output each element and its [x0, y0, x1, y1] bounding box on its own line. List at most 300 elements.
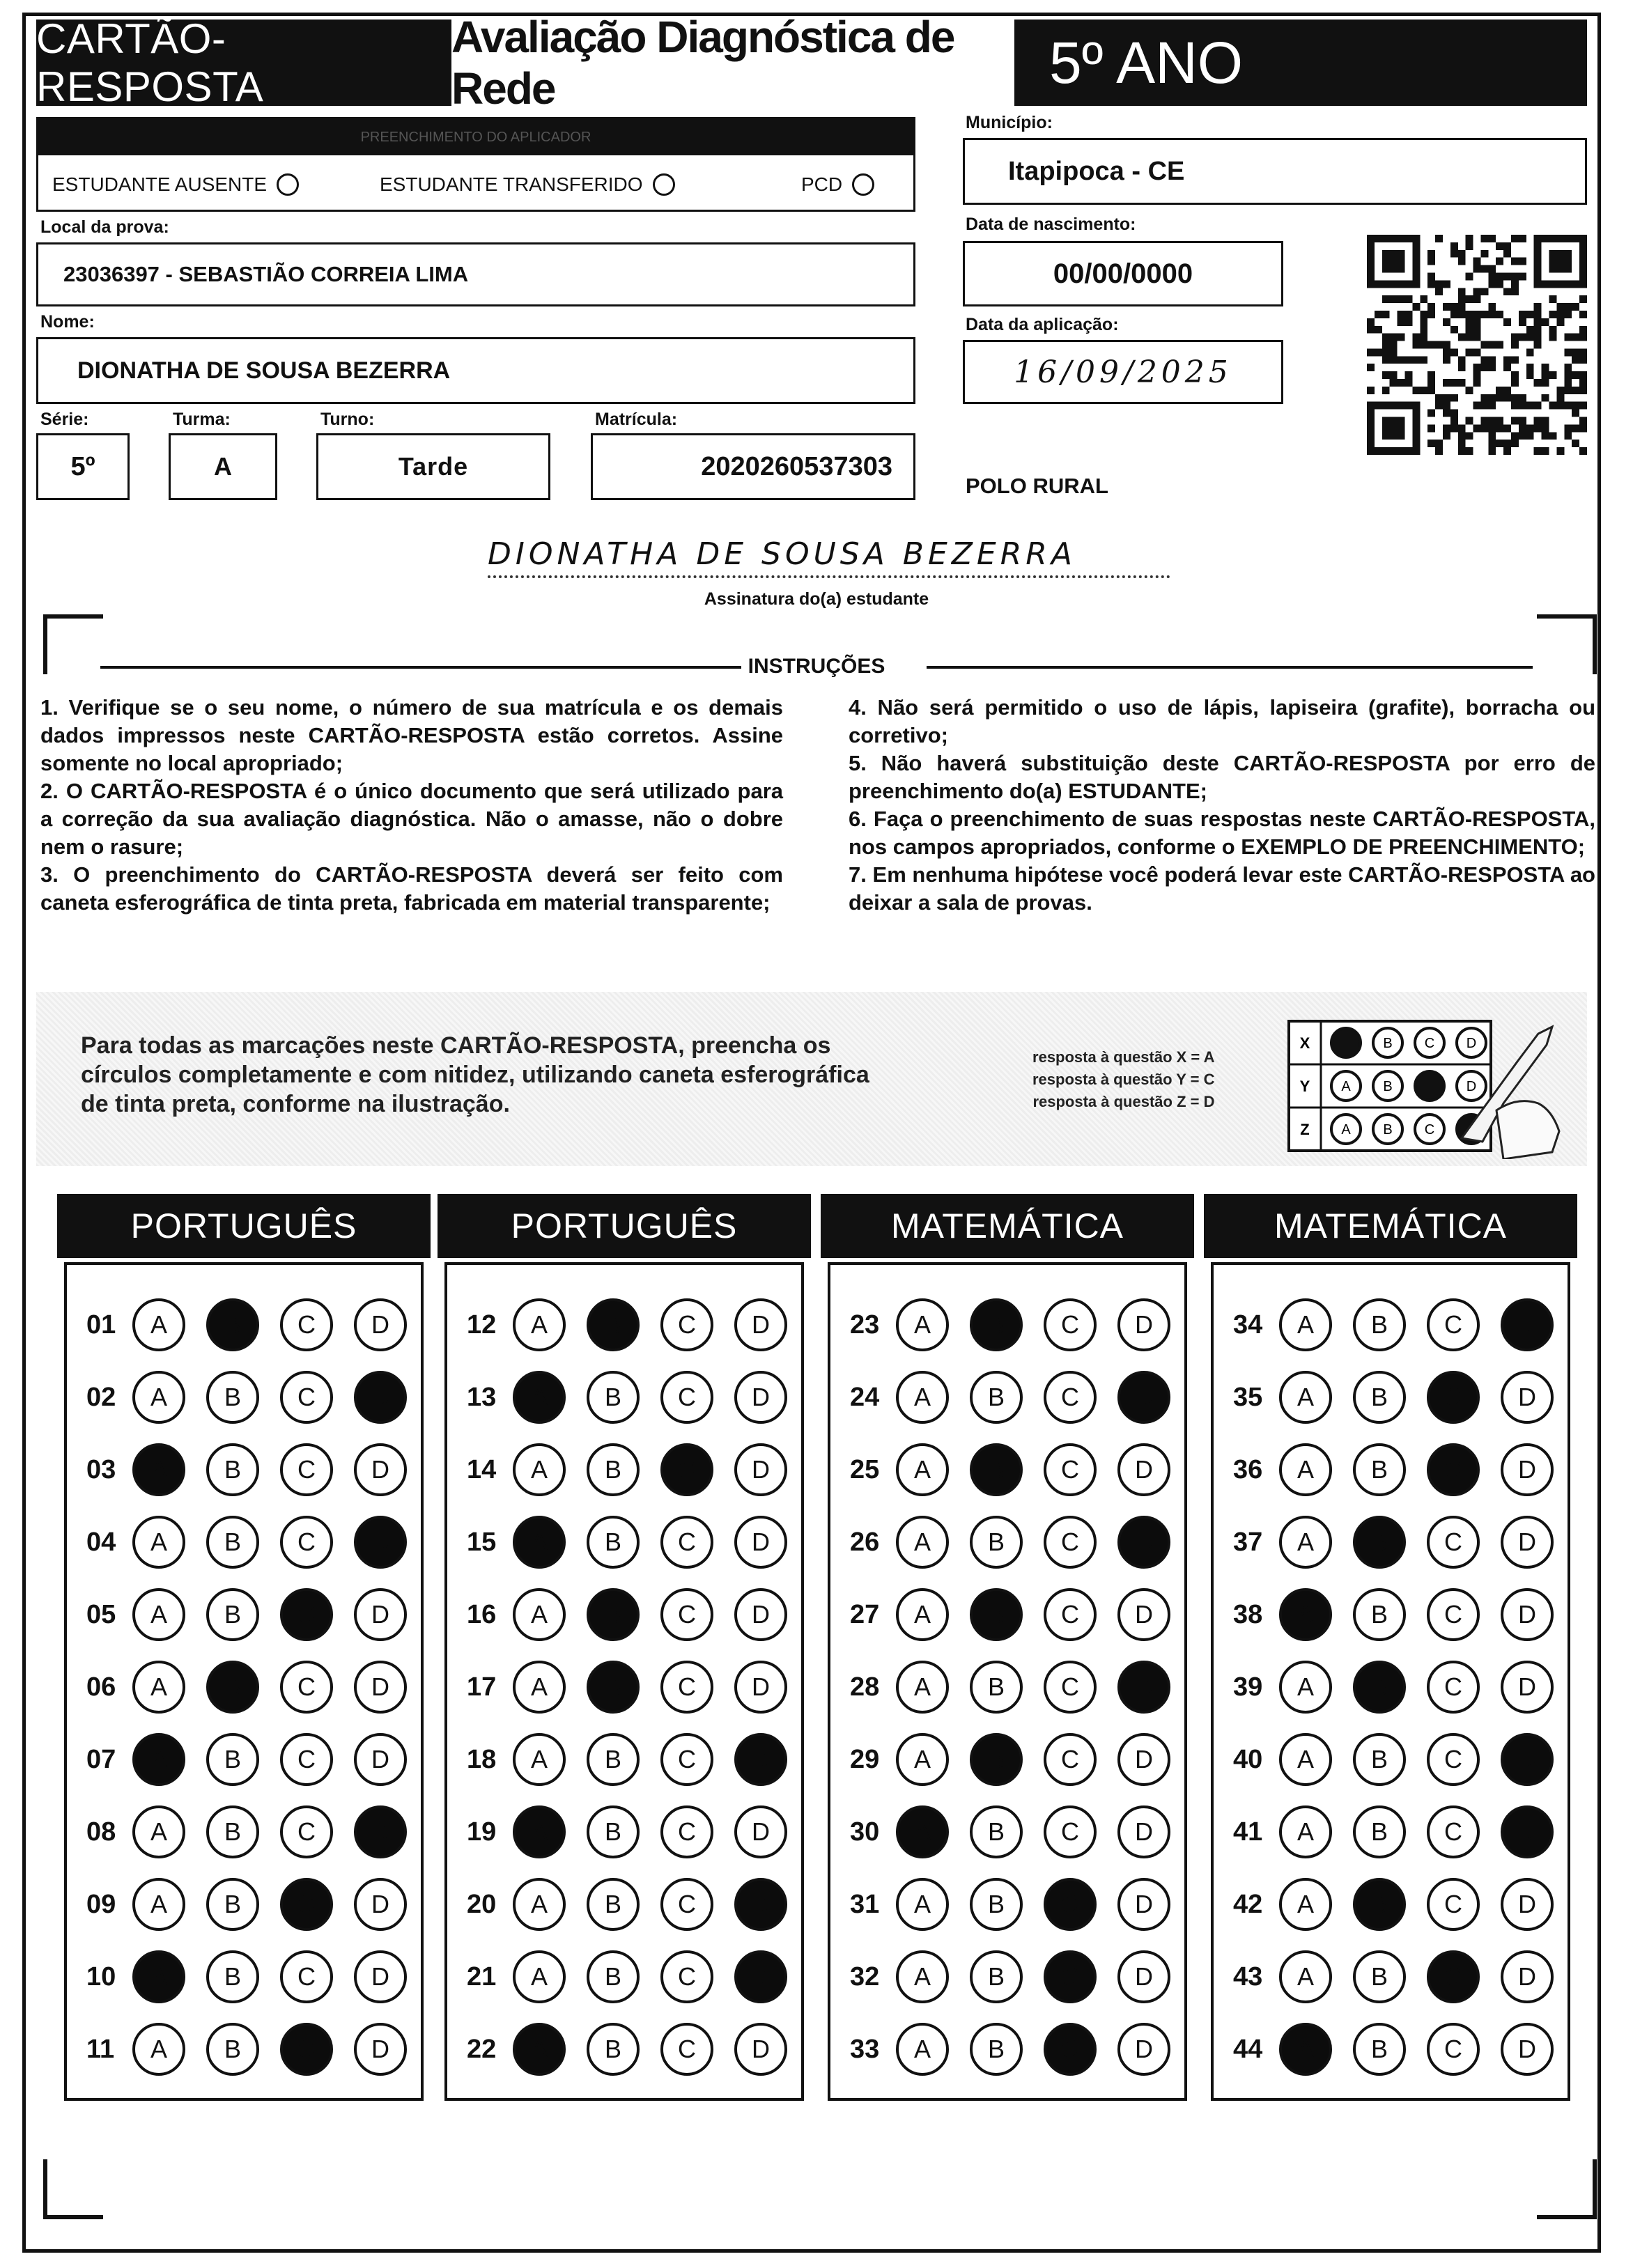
answer-bubble-a[interactable]: A	[1279, 2023, 1332, 2076]
legend-z: resposta à questão Z = D	[1032, 1093, 1215, 1110]
answer-bubble-a[interactable]: A	[1279, 1661, 1332, 1714]
answer-bubble-d[interactable]: D	[734, 1298, 787, 1351]
question-row	[1214, 1438, 1554, 1502]
answer-bubble-b[interactable]: B	[206, 1733, 259, 1786]
answer-bubble-d[interactable]: D	[1501, 1516, 1554, 1569]
answer-bubble-c[interactable]: C	[1044, 1805, 1097, 1858]
grade-title: 5º ANO	[1014, 20, 1587, 106]
example-bubble-letter: D	[1466, 1036, 1477, 1051]
subject-header: PORTUGUÊS	[438, 1194, 811, 1258]
answer-bubble-d[interactable]: D	[734, 1950, 787, 2003]
answer-bubble-b[interactable]: B	[206, 1588, 259, 1641]
question-row	[1214, 1510, 1554, 1574]
answer-bubble-a[interactable]: A	[896, 1516, 949, 1569]
answer-bubble-b[interactable]: B	[970, 1805, 1023, 1858]
municipio-label: Município:	[966, 113, 1053, 132]
answer-bubble-b[interactable]: B	[1353, 1588, 1406, 1641]
instruction-6: 6. Faça o preenchimento de suas respostas neste CARTÃO-RESPOSTA, nos campos apropriados, conforme o EXEMPLO DE PREENCHIMENTO;	[849, 807, 1595, 859]
answer-bubble-b[interactable]: B	[206, 1371, 259, 1424]
question-row	[67, 1800, 407, 1864]
exam-title: Avaliação Diagnóstica de Rede	[451, 20, 1014, 106]
question-number: 02	[86, 1382, 116, 1412]
answer-bubble-a[interactable]: A	[1279, 1588, 1332, 1641]
answer-bubble-d[interactable]: D	[1501, 1371, 1554, 1424]
absent-label: ESTUDANTE AUSENTE	[52, 173, 268, 195]
example-row-label: Z	[1300, 1121, 1310, 1138]
answer-bubble-a[interactable]: A	[1279, 1878, 1332, 1931]
question-number: 19	[467, 1817, 497, 1847]
answer-bubble-c[interactable]: C	[1044, 1661, 1097, 1714]
answer-bubble-d[interactable]: D	[354, 1443, 407, 1496]
question-row	[67, 1293, 407, 1357]
answer-bubble-c[interactable]: C	[1427, 1298, 1480, 1351]
example-bubble-letter: A	[1341, 1079, 1351, 1094]
example-bubble	[1331, 1028, 1361, 1057]
answer-bubble-d[interactable]: D	[354, 1805, 407, 1858]
answer-bubble-d[interactable]: D	[1501, 1733, 1554, 1786]
answer-bubble-b[interactable]: B	[206, 1516, 259, 1569]
instructions-left	[40, 694, 783, 917]
answer-bubble-c[interactable]: C	[660, 1878, 713, 1931]
answer-bubble-a[interactable]: A	[896, 1878, 949, 1931]
question-number: 22	[467, 2034, 497, 2064]
question-number: 03	[86, 1454, 116, 1484]
question-row	[67, 1655, 407, 1719]
pcd-option[interactable]	[801, 173, 874, 196]
question-number: 18	[467, 1744, 497, 1774]
hand-icon	[1496, 1101, 1559, 1159]
question-row	[447, 1945, 787, 2009]
answer-bubble-a[interactable]: A	[513, 1878, 566, 1931]
local-label: Local da prova:	[40, 217, 169, 237]
answer-bubble-b[interactable]: B	[970, 1950, 1023, 2003]
answer-bubble-b[interactable]: B	[587, 1371, 640, 1424]
question-number: 01	[86, 1310, 116, 1339]
answer-bubble-d[interactable]: D	[1117, 1950, 1170, 2003]
answer-bubble-d[interactable]: D	[354, 1878, 407, 1931]
answer-bubble-b[interactable]: B	[1353, 1661, 1406, 1714]
aplicacao-label: Data da aplicação:	[966, 315, 1119, 334]
answer-bubble-c[interactable]: C	[1427, 1588, 1480, 1641]
answer-column	[1211, 1262, 1570, 2101]
answer-bubble-c[interactable]: C	[280, 1661, 333, 1714]
answer-bubble-c[interactable]: C	[1044, 1733, 1097, 1786]
question-row	[830, 1655, 1170, 1719]
answer-bubble-b[interactable]: B	[970, 1661, 1023, 1714]
instructions-title: INSTRUÇÕES	[748, 655, 885, 678]
question-number: 30	[850, 1817, 880, 1847]
answer-bubble-d[interactable]: D	[734, 1516, 787, 1569]
subject-header: MATEMÁTICA	[1204, 1194, 1577, 1258]
answer-bubble-a[interactable]: A	[132, 1298, 185, 1351]
answer-bubble-d[interactable]: D	[1501, 2023, 1554, 2076]
answer-bubble-d[interactable]: D	[1117, 1516, 1170, 1569]
question-number: 09	[86, 1889, 116, 1919]
answer-bubble-c[interactable]: C	[660, 1588, 713, 1641]
question-number: 28	[850, 1672, 880, 1702]
answer-bubble-a[interactable]: A	[132, 1516, 185, 1569]
question-row	[447, 1438, 787, 1502]
answer-bubble-c[interactable]: C	[1427, 1950, 1480, 2003]
answer-bubble-b[interactable]: B	[970, 1371, 1023, 1424]
answer-bubble-c[interactable]: C	[280, 1950, 333, 2003]
question-number: 43	[1233, 1962, 1263, 1991]
answer-bubble-b[interactable]: B	[587, 1298, 640, 1351]
answer-bubble-a[interactable]: A	[1279, 1516, 1332, 1569]
answer-bubble-c[interactable]: C	[1427, 1371, 1480, 1424]
answer-bubble-b[interactable]: B	[970, 1588, 1023, 1641]
answer-bubble-b[interactable]: B	[206, 2023, 259, 2076]
answer-bubble-b[interactable]: B	[206, 1878, 259, 1931]
answer-bubble-a[interactable]: A	[896, 1733, 949, 1786]
transferred-option[interactable]	[380, 173, 675, 196]
question-number: 27	[850, 1599, 880, 1629]
answer-bubble-b[interactable]: B	[206, 1950, 259, 2003]
municipio-field	[963, 138, 1587, 205]
answer-bubble-d[interactable]: D	[354, 1733, 407, 1786]
turma-label: Turma:	[173, 410, 231, 429]
turma-value: A	[214, 452, 232, 481]
answer-bubble-b[interactable]: B	[1353, 1443, 1406, 1496]
answer-bubble-c[interactable]: C	[1044, 1298, 1097, 1351]
answer-bubble-a[interactable]: A	[896, 1661, 949, 1714]
answer-bubble-c[interactable]: C	[1044, 2023, 1097, 2076]
answer-bubble-b[interactable]: B	[1353, 1516, 1406, 1569]
answer-bubble-c[interactable]: C	[280, 1298, 333, 1351]
example-row-label: X	[1299, 1034, 1310, 1052]
answer-bubble-b[interactable]: B	[587, 1733, 640, 1786]
answer-bubble-a[interactable]: A	[513, 1443, 566, 1496]
question-number: 17	[467, 1672, 497, 1702]
question-number: 44	[1233, 2034, 1263, 2064]
answer-bubble-b[interactable]: B	[1353, 1371, 1406, 1424]
question-row	[1214, 1727, 1554, 1792]
turno-field	[316, 433, 550, 500]
answer-bubble-d[interactable]: D	[1117, 1298, 1170, 1351]
instruction-5: 5. Não haverá substituição deste CARTÃO-RESPOSTA por erro de preenchimento do(a) ESTUDANTE;	[849, 751, 1595, 803]
question-row	[447, 1583, 787, 1647]
answer-bubble-b[interactable]: B	[587, 1443, 640, 1496]
example-bubble-letter: B	[1383, 1036, 1393, 1051]
question-row	[447, 2017, 787, 2081]
answer-bubble-b[interactable]: B	[206, 1805, 259, 1858]
answer-bubble-a[interactable]: A	[132, 1443, 185, 1496]
answer-bubble-d[interactable]: D	[1501, 1661, 1554, 1714]
answer-bubble-b[interactable]: B	[206, 1298, 259, 1351]
answer-bubble-a[interactable]: A	[896, 1298, 949, 1351]
answer-bubble-c[interactable]: C	[1044, 1371, 1097, 1424]
instruction-2: 2. O CARTÃO-RESPOSTA é o único documento que será utilizado para a correção da sua avaliação diagnóstica. Não o amasse, não o dobre nem o rasure;	[40, 779, 783, 859]
answer-bubble-d[interactable]: D	[354, 1298, 407, 1351]
answer-bubble-c[interactable]: C	[1044, 1516, 1097, 1569]
serie-label: Série:	[40, 410, 89, 429]
turno-value: Tarde	[398, 452, 469, 481]
question-row	[447, 1800, 787, 1864]
answer-bubble-b[interactable]: B	[587, 1878, 640, 1931]
question-row	[67, 1583, 407, 1647]
municipio-value: Itapipoca - CE	[1008, 156, 1185, 186]
answer-bubble-a[interactable]: A	[1279, 1298, 1332, 1351]
answer-bubble-a[interactable]: A	[1279, 1805, 1332, 1858]
answer-bubble-c[interactable]: C	[1427, 2023, 1480, 2076]
nascimento-field: 00/00/0000	[963, 241, 1283, 306]
answer-bubble-a[interactable]: A	[132, 1588, 185, 1641]
answer-bubble-b[interactable]: B	[970, 1733, 1023, 1786]
answer-bubble-a[interactable]: A	[513, 1371, 566, 1424]
answer-column	[64, 1262, 424, 2101]
answer-bubble-d[interactable]: D	[734, 1443, 787, 1496]
question-number: 33	[850, 2034, 880, 2064]
aplicacao-field: 16/09/2025	[963, 340, 1283, 404]
answer-bubble-c[interactable]: C	[280, 1443, 333, 1496]
answer-bubble-c[interactable]: C	[1427, 1516, 1480, 1569]
answer-bubble-b[interactable]: B	[1353, 1805, 1406, 1858]
card-title: CARTÃO-RESPOSTA	[36, 20, 451, 106]
student-signature: DIONATHA DE SOUSA BEZERRA	[488, 536, 1076, 572]
answer-bubble-b[interactable]: B	[970, 1878, 1023, 1931]
answer-bubble-c[interactable]: C	[280, 1588, 333, 1641]
question-number: 07	[86, 1744, 116, 1774]
question-number: 10	[86, 1962, 116, 1991]
answer-bubble-a[interactable]: A	[132, 1878, 185, 1931]
answer-bubble-d[interactable]: D	[1501, 1443, 1554, 1496]
answer-bubble-d[interactable]: D	[354, 1588, 407, 1641]
answer-bubble-b[interactable]: B	[970, 1516, 1023, 1569]
answer-bubble-d[interactable]: D	[1501, 1878, 1554, 1931]
answer-bubble-d[interactable]: D	[354, 1661, 407, 1714]
legend-x: resposta à questão X = A	[1032, 1048, 1215, 1066]
question-row	[67, 1510, 407, 1574]
local-field: 23036397 - SEBASTIÃO CORREIA LIMA	[36, 242, 915, 306]
answer-bubble-c[interactable]: C	[280, 1371, 333, 1424]
question-row	[1214, 1365, 1554, 1429]
answer-column	[444, 1262, 804, 2101]
nome-label: Nome:	[40, 312, 95, 332]
corner-mark-bottom-right	[1537, 2159, 1597, 2219]
answer-bubble-b[interactable]: B	[1353, 1298, 1406, 1351]
example-bubble-letter: D	[1466, 1079, 1477, 1094]
answer-bubble-a[interactable]: A	[896, 1950, 949, 2003]
answer-bubble-d[interactable]: D	[1501, 1298, 1554, 1351]
answer-bubble-c[interactable]: C	[660, 1733, 713, 1786]
answer-bubble-b[interactable]: B	[206, 1661, 259, 1714]
answer-bubble-a[interactable]: A	[132, 2023, 185, 2076]
example-bubble-letter: B	[1383, 1122, 1393, 1137]
answer-bubble-d[interactable]: D	[734, 1733, 787, 1786]
question-row	[830, 1583, 1170, 1647]
answer-bubble-b[interactable]: B	[587, 1805, 640, 1858]
fill-example-illustration	[1287, 1020, 1566, 1159]
answer-bubble-d[interactable]: D	[1117, 1661, 1170, 1714]
answer-bubble-a[interactable]: A	[896, 2023, 949, 2076]
answer-bubble-a[interactable]: A	[1279, 1950, 1332, 2003]
answer-bubble-d[interactable]: D	[1501, 1588, 1554, 1641]
question-number: 36	[1233, 1454, 1263, 1484]
question-row	[447, 1365, 787, 1429]
answer-bubble-c[interactable]: C	[1427, 1661, 1480, 1714]
answer-bubble-d[interactable]: D	[1117, 2023, 1170, 2076]
question-number: 25	[850, 1454, 880, 1484]
question-row	[67, 1365, 407, 1429]
answer-bubble-a[interactable]: A	[896, 1371, 949, 1424]
transferred-bubble[interactable]	[653, 173, 675, 196]
answer-bubble-a[interactable]: A	[1279, 1371, 1332, 1424]
answer-bubble-c[interactable]: C	[660, 1661, 713, 1714]
answer-bubble-a[interactable]: A	[1279, 1443, 1332, 1496]
question-row	[830, 1438, 1170, 1502]
answer-bubble-b[interactable]: B	[587, 1950, 640, 2003]
answer-bubble-b[interactable]: B	[1353, 1950, 1406, 2003]
question-number: 20	[467, 1889, 497, 1919]
answer-bubble-c[interactable]: C	[660, 1950, 713, 2003]
answer-bubble-d[interactable]: D	[354, 1371, 407, 1424]
answer-bubble-a[interactable]: A	[132, 1733, 185, 1786]
question-row	[1214, 2017, 1554, 2081]
question-row	[447, 1510, 787, 1574]
answer-bubble-d[interactable]: D	[1501, 1950, 1554, 2003]
answer-bubble-d[interactable]: D	[1117, 1443, 1170, 1496]
question-number: 13	[467, 1382, 497, 1412]
answer-bubble-c[interactable]: C	[280, 1878, 333, 1931]
answer-bubble-d[interactable]: D	[734, 1588, 787, 1641]
corner-mark-bottom-left	[43, 2159, 103, 2219]
question-number: 11	[86, 2034, 115, 2064]
answer-bubble-a[interactable]: A	[1279, 1733, 1332, 1786]
answer-bubble-d[interactable]: D	[734, 1805, 787, 1858]
question-row	[830, 1510, 1170, 1574]
question-number: 35	[1233, 1382, 1263, 1412]
answer-bubble-a[interactable]: A	[132, 1661, 185, 1714]
answer-bubble-b[interactable]: B	[587, 1588, 640, 1641]
answer-column	[828, 1262, 1187, 2101]
answer-bubble-a[interactable]: A	[513, 1950, 566, 2003]
pcd-bubble[interactable]	[852, 173, 874, 196]
answer-bubble-c[interactable]: C	[1044, 1878, 1097, 1931]
answer-bubble-c[interactable]: C	[660, 1805, 713, 1858]
answer-bubble-a[interactable]: A	[896, 1443, 949, 1496]
answer-bubble-b[interactable]: B	[1353, 2023, 1406, 2076]
answer-bubble-c[interactable]: C	[1044, 1443, 1097, 1496]
question-number: 16	[467, 1599, 497, 1629]
answer-bubble-a[interactable]: A	[513, 1661, 566, 1714]
answer-bubble-d[interactable]: D	[1117, 1371, 1170, 1424]
answer-bubble-a[interactable]: A	[896, 1805, 949, 1858]
nome-value: DIONATHA DE SOUSA BEZERRA	[77, 357, 451, 384]
answer-bubble-b[interactable]: B	[970, 1298, 1023, 1351]
answer-bubble-b[interactable]: B	[587, 2023, 640, 2076]
question-row	[67, 1872, 407, 1936]
question-row	[67, 1945, 407, 2009]
answer-bubble-c[interactable]: C	[660, 1371, 713, 1424]
answer-bubble-b[interactable]: B	[587, 1516, 640, 1569]
answer-bubble-d[interactable]: D	[734, 1661, 787, 1714]
answer-bubble-d[interactable]: D	[734, 2023, 787, 2076]
answer-bubble-d[interactable]: D	[354, 1950, 407, 2003]
question-row	[1214, 1293, 1554, 1357]
absent-option[interactable]	[52, 173, 299, 196]
answer-bubble-c[interactable]: C	[1044, 1950, 1097, 2003]
answer-bubble-a[interactable]: A	[513, 1516, 566, 1569]
answer-bubble-a[interactable]: A	[513, 1588, 566, 1641]
answer-bubble-c[interactable]: C	[1427, 1733, 1480, 1786]
matricula-label: Matrícula:	[595, 410, 678, 429]
answer-bubble-d[interactable]: D	[734, 1878, 787, 1931]
question-number: 39	[1233, 1672, 1263, 1702]
answer-bubble-d[interactable]: D	[1117, 1878, 1170, 1931]
answer-bubble-d[interactable]: D	[1117, 1588, 1170, 1641]
answer-bubble-c[interactable]: C	[660, 1516, 713, 1569]
example-bubble-letter: C	[1424, 1122, 1435, 1137]
fill-example-legend	[1032, 1046, 1214, 1113]
question-row	[67, 1438, 407, 1502]
question-row	[447, 1655, 787, 1719]
answer-bubble-d[interactable]: D	[1117, 1805, 1170, 1858]
signature-line	[488, 575, 1170, 578]
instructions-right	[849, 694, 1595, 917]
answer-bubble-d[interactable]: D	[354, 1516, 407, 1569]
question-row	[830, 1800, 1170, 1864]
answer-bubble-a[interactable]: A	[513, 2023, 566, 2076]
pcd-label: PCD	[801, 173, 843, 195]
answer-bubble-d[interactable]: D	[1117, 1733, 1170, 1786]
question-row	[447, 1727, 787, 1792]
answer-bubble-a[interactable]: A	[896, 1588, 949, 1641]
answer-bubble-a[interactable]: A	[132, 1950, 185, 2003]
answer-bubble-c[interactable]: C	[280, 1733, 333, 1786]
answer-bubble-b[interactable]: B	[1353, 1878, 1406, 1931]
answer-bubble-c[interactable]: C	[280, 1516, 333, 1569]
answer-bubble-c[interactable]: C	[280, 2023, 333, 2076]
question-number: 31	[850, 1889, 880, 1919]
answer-bubble-c[interactable]: C	[1427, 1805, 1480, 1858]
answer-bubble-b[interactable]: B	[970, 2023, 1023, 2076]
polo-label: POLO RURAL	[966, 474, 1108, 498]
subject-header: PORTUGUÊS	[57, 1194, 431, 1258]
matricula-field: 2020260537303	[591, 433, 915, 500]
answer-bubble-d[interactable]: D	[734, 1371, 787, 1424]
answer-bubble-a[interactable]: A	[513, 1805, 566, 1858]
question-number: 23	[850, 1310, 880, 1339]
answer-bubble-d[interactable]: D	[354, 2023, 407, 2076]
applicator-bar: PREENCHIMENTO DO APLICADOR	[38, 119, 913, 155]
question-number: 29	[850, 1744, 880, 1774]
answer-bubble-a[interactable]: A	[513, 1733, 566, 1786]
question-row	[1214, 1945, 1554, 2009]
answer-bubble-c[interactable]: C	[280, 1805, 333, 1858]
answer-bubble-c[interactable]: C	[1427, 1878, 1480, 1931]
absent-bubble[interactable]	[277, 173, 299, 196]
answer-bubble-b[interactable]: B	[587, 1661, 640, 1714]
answer-bubble-a[interactable]: A	[132, 1371, 185, 1424]
answer-bubble-c[interactable]: C	[660, 2023, 713, 2076]
answer-bubble-c[interactable]: C	[660, 1443, 713, 1496]
instruction-1: 1. Verifique se o seu nome, o número de sua matrícula e os demais dados impressos neste CARTÃO-RESPOSTA estão corretos. Assine somente no local apropriado;	[40, 695, 783, 775]
answer-bubble-c[interactable]: C	[1427, 1443, 1480, 1496]
serie-field: 5º	[36, 433, 130, 500]
question-number: 14	[467, 1454, 497, 1484]
answer-bubble-c[interactable]: C	[660, 1298, 713, 1351]
question-row	[830, 1365, 1170, 1429]
answer-bubble-b[interactable]: B	[206, 1443, 259, 1496]
answer-bubble-c[interactable]: C	[1044, 1588, 1097, 1641]
question-number: 05	[86, 1599, 116, 1629]
answer-bubble-d[interactable]: D	[1501, 1805, 1554, 1858]
turno-label: Turno:	[320, 410, 375, 429]
answer-bubble-b[interactable]: B	[1353, 1733, 1406, 1786]
answer-bubble-a[interactable]: A	[132, 1805, 185, 1858]
answer-bubble-b[interactable]: B	[970, 1443, 1023, 1496]
answer-bubble-a[interactable]: A	[513, 1298, 566, 1351]
